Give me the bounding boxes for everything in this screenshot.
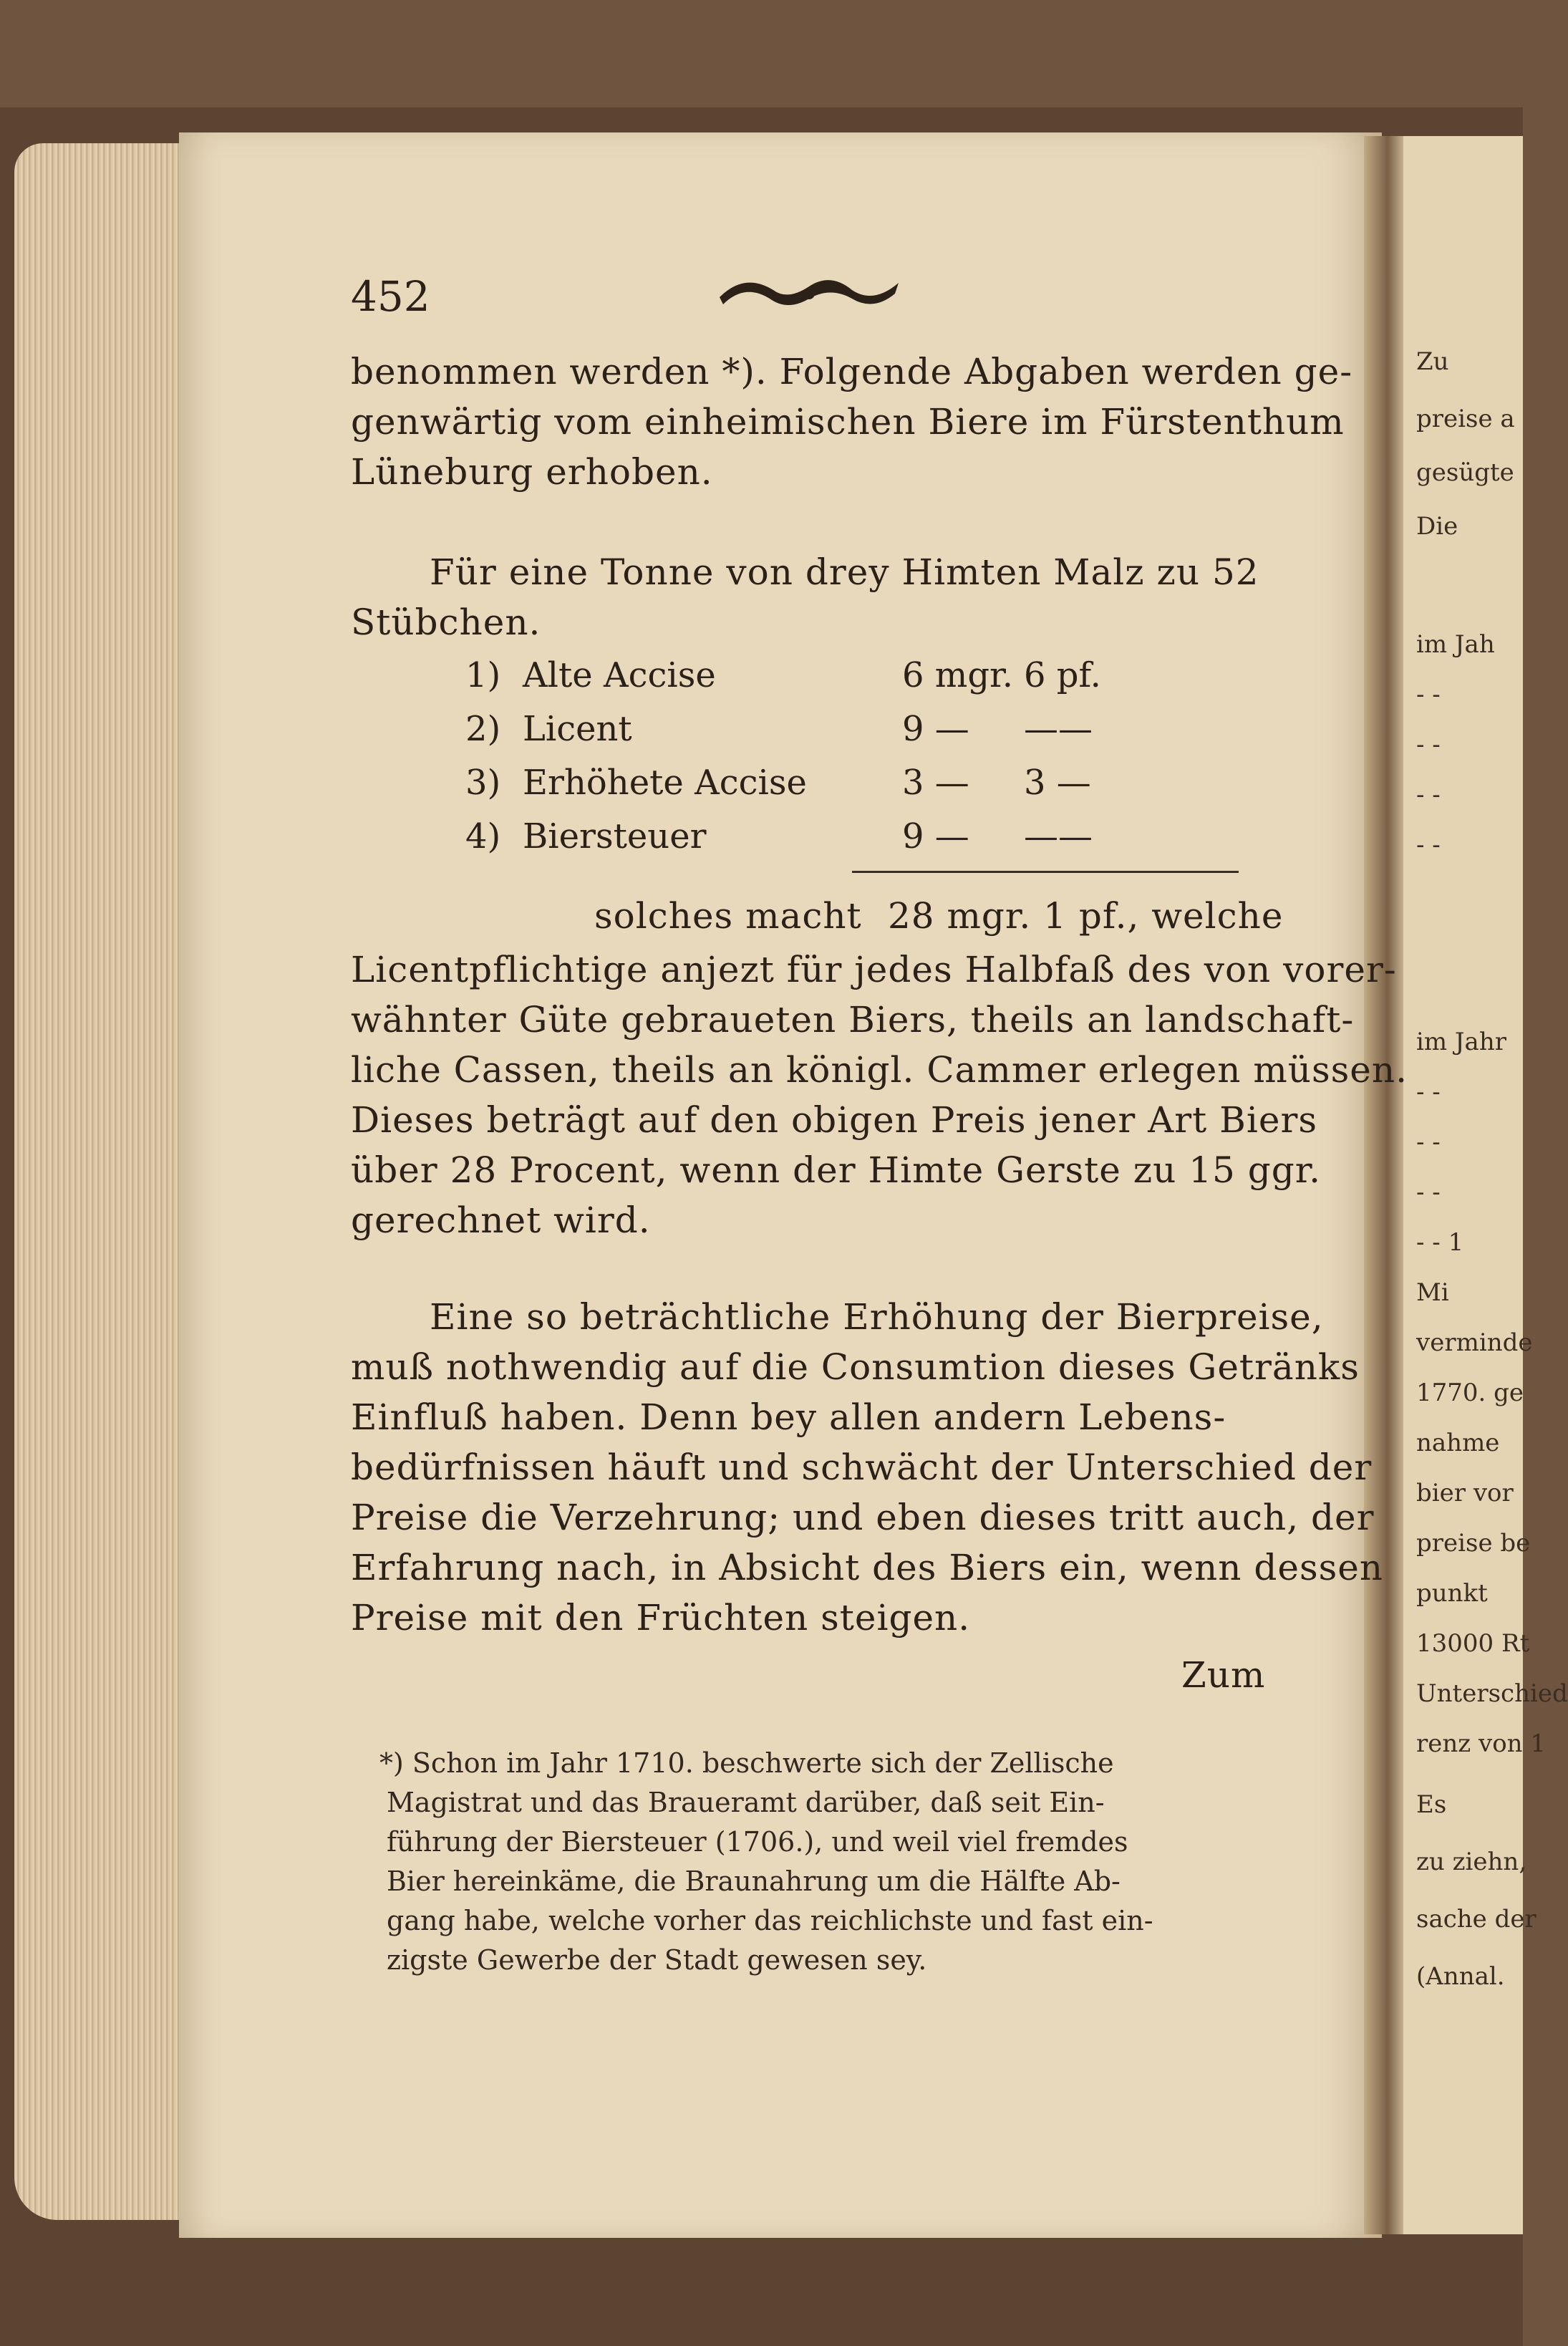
facing-line: - - [1416,1078,1441,1106]
facing-line: preise a [1416,405,1515,433]
facing-line: Mi [1416,1278,1449,1307]
table-row-item: Biersteuer [523,816,707,856]
table-row-pf: 6 pf. [1024,655,1101,695]
footnote-line: gang habe, welche vorher das reichlichste und fast ein- [387,1905,1153,1936]
facing-line: - - 1 [1416,1228,1464,1257]
table-row-mgr: 9 — [902,709,969,749]
facing-line: - - [1416,730,1441,759]
facing-line: Zu [1416,347,1449,376]
facing-line: - - [1416,680,1441,709]
text-line: Lüneburg erhoben. [351,451,713,493]
facing-line: verminde [1416,1328,1533,1357]
text-line: Eine so beträchtliche Erhöhung der Bierpreise, [430,1296,1324,1338]
catchword: Zum [1181,1654,1266,1696]
sum-value: 28 mgr. 1 pf., welche [888,895,1284,937]
facing-line: punkt [1416,1579,1488,1608]
facing-line: renz von 1 [1416,1729,1547,1758]
text-line: Preise die Verzehrung; und eben dieses tritt auch, der [351,1497,1375,1538]
facing-line: Unterschied [1416,1679,1568,1708]
facing-line: (Annal. [1416,1962,1505,1991]
table-row-item: Alte Accise [523,655,716,695]
facing-line: bier vor [1416,1479,1514,1507]
footnote-line: *) Schon im Jahr 1710. beschwerte sich der Zellische [379,1747,1114,1779]
table-row-pf: —— [1024,709,1093,749]
facing-line: Die [1416,512,1458,541]
facing-line: nahme [1416,1429,1500,1457]
page-edges [14,143,179,2220]
table-row-mgr: 6 mgr. [902,655,1013,695]
table-row-mgr: 3 — [902,763,969,803]
facing-line: preise be [1416,1529,1531,1558]
facing-line: 1770. ge [1416,1379,1524,1407]
facing-line: sache der [1416,1905,1536,1934]
text-line: Erfahrung nach, in Absicht des Biers ein, wenn dessen [351,1547,1384,1588]
text-line: genwärtig vom einheimischen Biere im Fürstenthum [351,401,1345,443]
table-row-item: Erhöhete Accise [523,763,807,803]
facing-line: Es [1416,1790,1447,1819]
footnote-line: Bier hereinkäme, die Braunahrung um die Hälfte Ab- [387,1865,1121,1897]
table-row-pf: 3 — [1024,763,1091,803]
text-line: Preise mit den Früchten steigen. [351,1597,971,1638]
text-line: Dieses beträgt auf den obigen Preis jener Art Biers [351,1099,1317,1141]
facing-line: - - [1416,1178,1441,1207]
facing-line: im Jahr [1416,1028,1506,1056]
text-line: Stübchen. [351,602,541,643]
text-line: über 28 Procent, wenn der Himte Gerste zu 15 ggr. [351,1149,1322,1191]
facing-line: - - [1416,831,1441,859]
facing-line: 13000 Rt [1416,1629,1530,1658]
text-line: Einfluß haben. Denn bey allen andern Lebens- [351,1396,1226,1438]
table-row-item: Licent [523,709,632,749]
text-line: Licentpflichtige anjezt für jedes Halbfaß des von vorer- [351,949,1397,990]
text-line: liche Cassen, theils an königl. Cammer erlegen müssen. [351,1049,1408,1091]
facing-page [1403,136,1568,2234]
text-line: bedürfnissen häuft und schwächt der Unterschied der [351,1447,1373,1488]
facing-line: - - [1416,781,1441,809]
table-row-pf: —— [1024,816,1093,856]
page-number: 452 [351,272,430,321]
table-row-mgr: 9 — [902,816,969,856]
text-line: muß nothwendig auf die Consumtion dieses Getränks [351,1346,1360,1388]
table-row-num: 1) [465,655,501,695]
facing-line: - - [1416,1128,1441,1157]
text-line: Für eine Tonne von drey Himten Malz zu 52 [430,551,1259,593]
facing-line: gesügte [1416,458,1514,487]
printer-ornament-icon [716,269,902,319]
text-line: gerechnet wird. [351,1199,651,1241]
book-gutter [1364,136,1407,2234]
text-line: benommen werden *). Folgende Abgaben werden ge- [351,351,1353,392]
sum-label: solches macht [594,895,862,937]
footnote-line: Magistrat und das Braueramt darüber, daß seit Ein- [387,1787,1105,1818]
table-row-num: 2) [465,709,501,749]
text-line: wähnter Güte gebraueten Biers, theils an landschaft- [351,999,1355,1041]
facing-line: im Jah [1416,630,1495,659]
facing-line: zu ziehn, [1416,1848,1527,1876]
sum-rule [852,871,1239,873]
table-row-num: 3) [465,763,501,803]
table-row-num: 4) [465,816,501,856]
footnote-line: führung der Biersteuer (1706.), und weil viel fremdes [387,1826,1128,1858]
footnote-line: zigste Gewerbe der Stadt gewesen sey. [387,1944,927,1976]
